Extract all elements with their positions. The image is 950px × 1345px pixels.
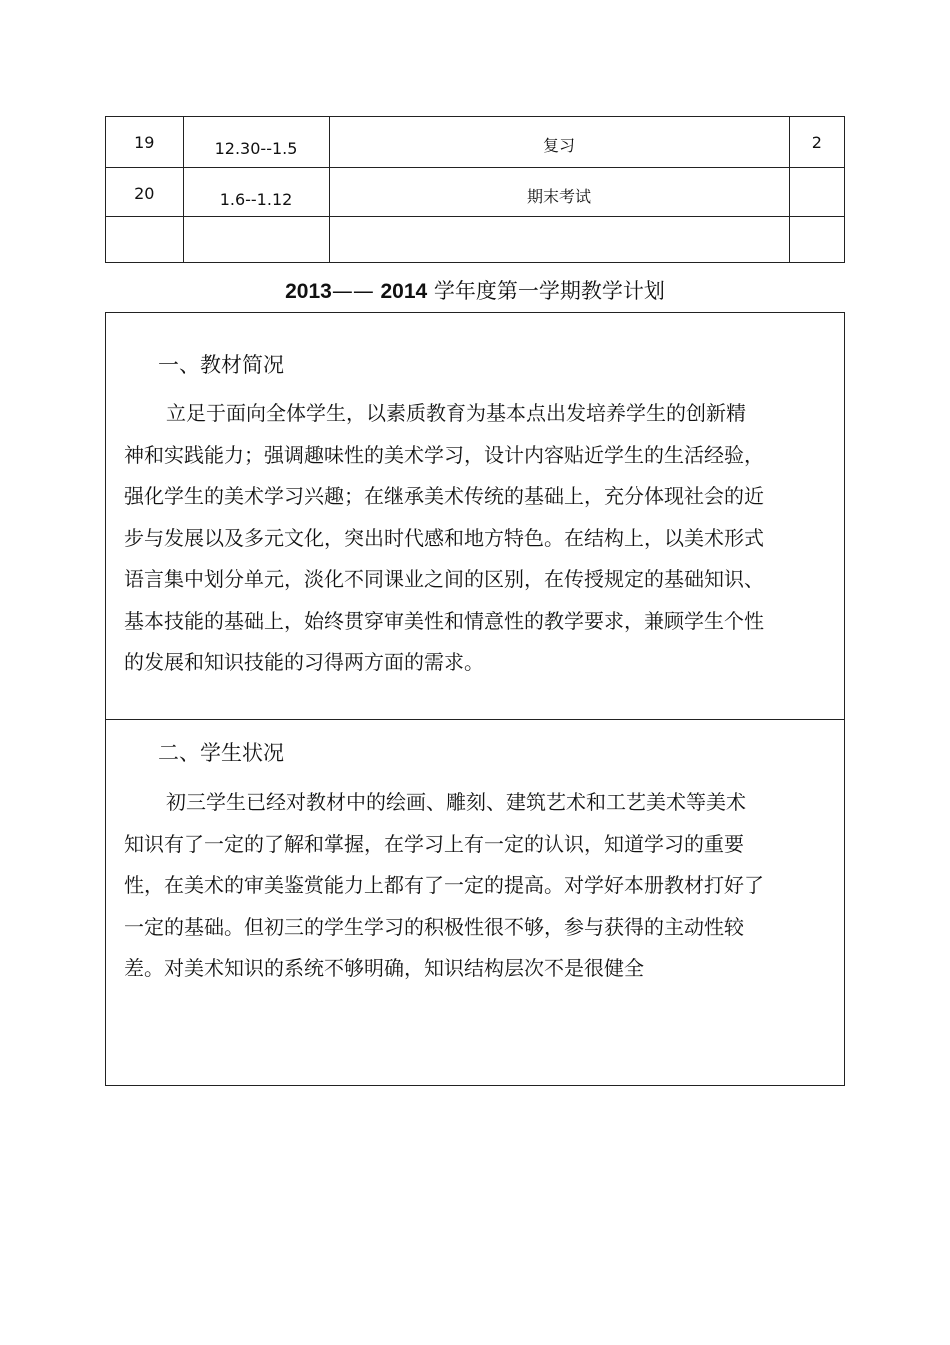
title-year-end: 2014	[380, 280, 428, 303]
title-rest: 学年度第一学期教学计划	[427, 279, 665, 303]
table-row	[106, 217, 845, 263]
section-heading: 二、学生状况	[158, 741, 284, 765]
section-textbook	[106, 313, 844, 720]
week-cell: 20	[106, 168, 184, 217]
section-students	[106, 720, 844, 1085]
title-year-start: 2013	[285, 280, 332, 303]
hours-cell	[789, 168, 844, 217]
section-body: 立足于面向全体学生，以素质教育为基本点出发培养学生的创新精神和实践能力；强调趣味性的美术学习，设计内容贴近学生的生活经验，强化学生的美术学习兴趣；在继承美术传统的基础上，充分体现社会的近步与发展以及多元文化，突出时代感和地方特色。在结构上，以美术形式语言集中划分单元，淡化不同课业之间的区别，在传授规定的基础知识、基本技能的基础上，始终贯穿审美性和情意性的教学要求，兼顾学生个性的发展和知识技能的习得两方面的需求。	[124, 401, 764, 674]
section-body: 初三学生已经对教材中的绘画、雕刻、建筑艺术和工艺美术等美术知识有了一定的了解和掌握，在学习上有一定的认识，知道学习的重要性，在美术的审美鉴赏能力上都有了一定的提高。对学好本册教材打好了一定的基础。但初三的学生学习的积极性很不够，参与获得的主动性较差。对美术知识的系统不够明确，知识结构层次不是很健全	[124, 790, 764, 980]
week-cell	[106, 217, 184, 263]
title-dash: ——	[331, 279, 381, 303]
table-row	[106, 168, 845, 217]
plan-box	[105, 312, 845, 1086]
plan-title	[105, 275, 845, 305]
hours-cell	[789, 217, 844, 263]
hours-cell: 2	[789, 117, 844, 168]
section-heading: 一、教材简况	[158, 353, 284, 377]
week-cell: 19	[106, 117, 184, 168]
date-cell: 12.30--1.5	[183, 117, 329, 168]
topic-cell: 期末考试	[329, 168, 789, 217]
date-cell	[183, 217, 329, 263]
schedule-table	[105, 116, 845, 263]
table-row	[106, 117, 845, 168]
topic-cell: 复习	[329, 117, 789, 168]
topic-cell	[329, 217, 789, 263]
date-cell: 1.6--1.12	[183, 168, 329, 217]
